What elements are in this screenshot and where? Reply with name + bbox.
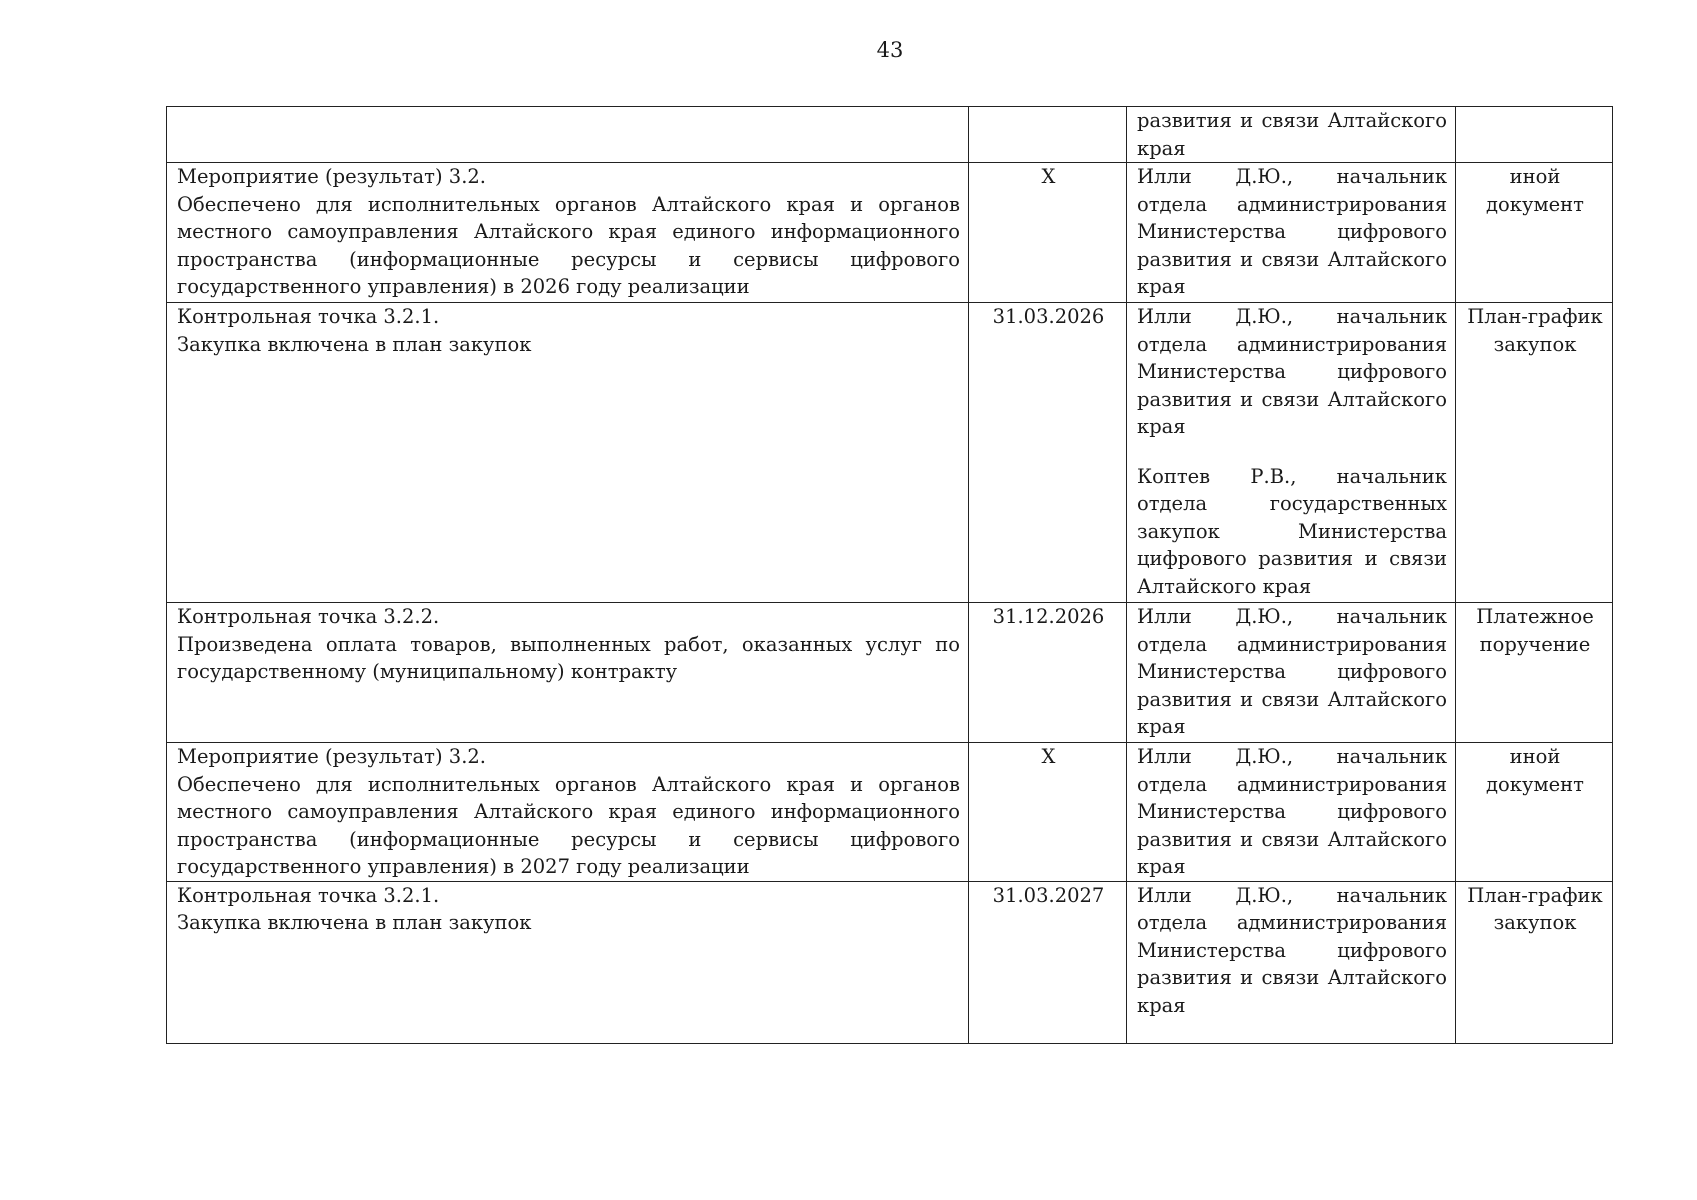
date-cell: 31.12.2026 bbox=[969, 603, 1127, 743]
responsible-cell bbox=[1127, 107, 1456, 163]
event-cell bbox=[167, 603, 969, 743]
document-cell bbox=[1456, 107, 1613, 163]
table-row bbox=[167, 881, 1613, 1043]
table-row bbox=[167, 163, 1613, 303]
responsible-cell bbox=[1127, 303, 1456, 603]
event-title: Мероприятие (результат) 3.2. bbox=[177, 745, 486, 768]
event-title: Контрольная точка 3.2.2. bbox=[177, 605, 440, 628]
page-number: 43 bbox=[876, 38, 904, 62]
date-cell: Х bbox=[969, 163, 1127, 303]
document-cell: Платежное поручение bbox=[1456, 603, 1613, 743]
event-title: Контрольная точка 3.2.1. bbox=[177, 305, 440, 328]
event-description: Закупка включена в план закупок bbox=[177, 332, 532, 356]
document-cell: иной документ bbox=[1456, 743, 1613, 882]
responsible-person: Илли Д.Ю., начальник отдела администрирования Министерства цифрового развития и связи Алтайского края bbox=[1137, 883, 1447, 1017]
date-cell: Х bbox=[969, 743, 1127, 882]
responsible-person: Илли Д.Ю., начальник отдела администрирования Министерства цифрового развития и связи Алтайского края bbox=[1137, 165, 1447, 298]
event-description: Обеспечено для исполнительных органов Алтайского края и органов местного самоуправления Алтайского края единого информационного пространства (информационные ресурсы и сервисы цифрового государственного управления) в 2026 году реализации bbox=[177, 192, 960, 298]
responsible-person: Коптев Р.В., начальник отдела государственных закупок Министерства цифрового развития и связи Алтайского края bbox=[1137, 464, 1447, 598]
document-cell: План-график закупок bbox=[1456, 881, 1613, 1043]
event-cell bbox=[167, 743, 969, 882]
event-title: Контрольная точка 3.2.1. bbox=[177, 883, 440, 907]
table-row bbox=[167, 743, 1613, 882]
responsible-person: Илли Д.Ю., начальник отдела администрирования Министерства цифрового развития и связи Алтайского края bbox=[1137, 605, 1447, 738]
responsible-cell bbox=[1127, 743, 1456, 882]
responsible-cell bbox=[1127, 881, 1456, 1043]
document-cell: иной документ bbox=[1456, 163, 1613, 303]
event-cell bbox=[167, 163, 969, 303]
event-cell bbox=[167, 107, 969, 163]
table-row bbox=[167, 107, 1613, 163]
responsible-person: Илли Д.Ю., начальник отдела администрирования Министерства цифрового развития и связи Алтайского края bbox=[1137, 305, 1447, 438]
event-description: Обеспечено для исполнительных органов Алтайского края и органов местного самоуправления Алтайского края единого информационного пространства (информационные ресурсы и сервисы цифрового государственного управления) в 2027 году реализации bbox=[177, 772, 960, 878]
event-title: Мероприятие (результат) 3.2. bbox=[177, 165, 486, 188]
date-cell: 31.03.2026 bbox=[969, 303, 1127, 603]
document-cell: План-график закупок bbox=[1456, 303, 1613, 603]
date-cell: 31.03.2027 bbox=[969, 881, 1127, 1043]
event-cell bbox=[167, 303, 969, 603]
responsible-cell bbox=[1127, 603, 1456, 743]
responsible-person: развития и связи Алтайского края bbox=[1137, 109, 1447, 160]
event-description: Закупка включена в план закупок bbox=[177, 911, 532, 934]
control-points-table bbox=[166, 106, 1613, 1044]
date-cell bbox=[969, 107, 1127, 163]
responsible-cell bbox=[1127, 163, 1456, 303]
event-cell bbox=[167, 881, 969, 1043]
responsible-person: Илли Д.Ю., начальник отдела администрирования Министерства цифрового развития и связи Алтайского края bbox=[1137, 745, 1447, 878]
event-description: Произведена оплата товаров, выполненных работ, оказанных услуг по государственному (муниципальному) контракту bbox=[177, 632, 960, 683]
table-row bbox=[167, 303, 1613, 603]
table-row bbox=[167, 603, 1613, 743]
